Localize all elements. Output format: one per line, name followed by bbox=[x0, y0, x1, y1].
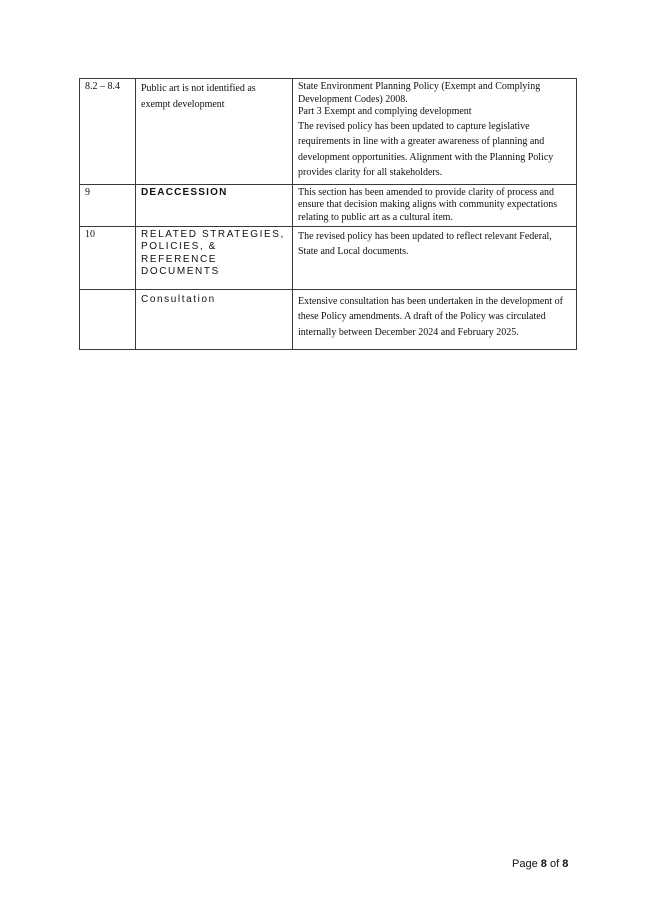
section-title-cell bbox=[136, 79, 293, 185]
section-comment-cell bbox=[293, 289, 577, 349]
section-comment-cell bbox=[293, 226, 577, 289]
section-number-cell bbox=[80, 226, 136, 289]
comment-paragraph: The revised policy has been updated to capture legislative requirements in line with a greater awareness of planning and development opportunities. Alignment with the Planning Policy provides clarity for all stakeholders. bbox=[298, 120, 554, 179]
of-label: of bbox=[549, 858, 560, 870]
current-page-number: 8 bbox=[540, 858, 547, 870]
section-number: 8.2 – 8.4 bbox=[85, 81, 120, 92]
comment-paragraph: Extensive consultation has been undertaken in the development of these Policy amendments. A draft of the Policy was circulated internally between December 2024 and February 2025. bbox=[298, 295, 563, 338]
comment-paragraph: This section has been amended to provide clarity of process and ensure that decision making aligns with community expectations relating to public art as a cultural item. bbox=[298, 186, 558, 223]
policy-amendment-table bbox=[79, 78, 577, 350]
section-title: Consultation bbox=[141, 293, 216, 305]
section-number-cell bbox=[80, 289, 136, 349]
section-heading-line: RELATED STRATEGIES, bbox=[141, 228, 285, 240]
comment-paragraph: The revised policy has been updated to reflect relevant Federal, State and Local documents. bbox=[298, 230, 552, 258]
comment-line: State Environment Planning Policy (Exempt and Complying Development Codes) 2008. bbox=[298, 81, 541, 105]
section-heading-line: POLICIES, & bbox=[141, 241, 217, 253]
table-row bbox=[80, 184, 577, 226]
table-row bbox=[80, 226, 577, 289]
section-title-cell bbox=[136, 289, 293, 349]
comment-line: Part 3 Exempt and complying development bbox=[298, 106, 472, 118]
section-heading-line: REFERENCE bbox=[141, 253, 218, 265]
page-label: Page bbox=[512, 858, 538, 870]
section-comment-cell bbox=[293, 79, 577, 185]
section-number: 10 bbox=[85, 228, 95, 240]
section-title: Public art is not identified as exempt development bbox=[141, 83, 256, 110]
section-heading-line: DOCUMENTS bbox=[141, 266, 220, 278]
section-comment-cell bbox=[293, 184, 577, 226]
section-title-cell bbox=[136, 184, 293, 226]
section-number-cell bbox=[80, 79, 136, 185]
section-number-cell bbox=[80, 184, 136, 226]
table-row bbox=[80, 289, 577, 349]
section-heading: DEACCESSION bbox=[141, 186, 228, 198]
total-pages-number: 8 bbox=[562, 858, 569, 870]
table-row bbox=[80, 79, 577, 185]
section-title-cell bbox=[136, 226, 293, 289]
section-number: 9 bbox=[85, 186, 90, 198]
page-footer bbox=[512, 858, 568, 870]
